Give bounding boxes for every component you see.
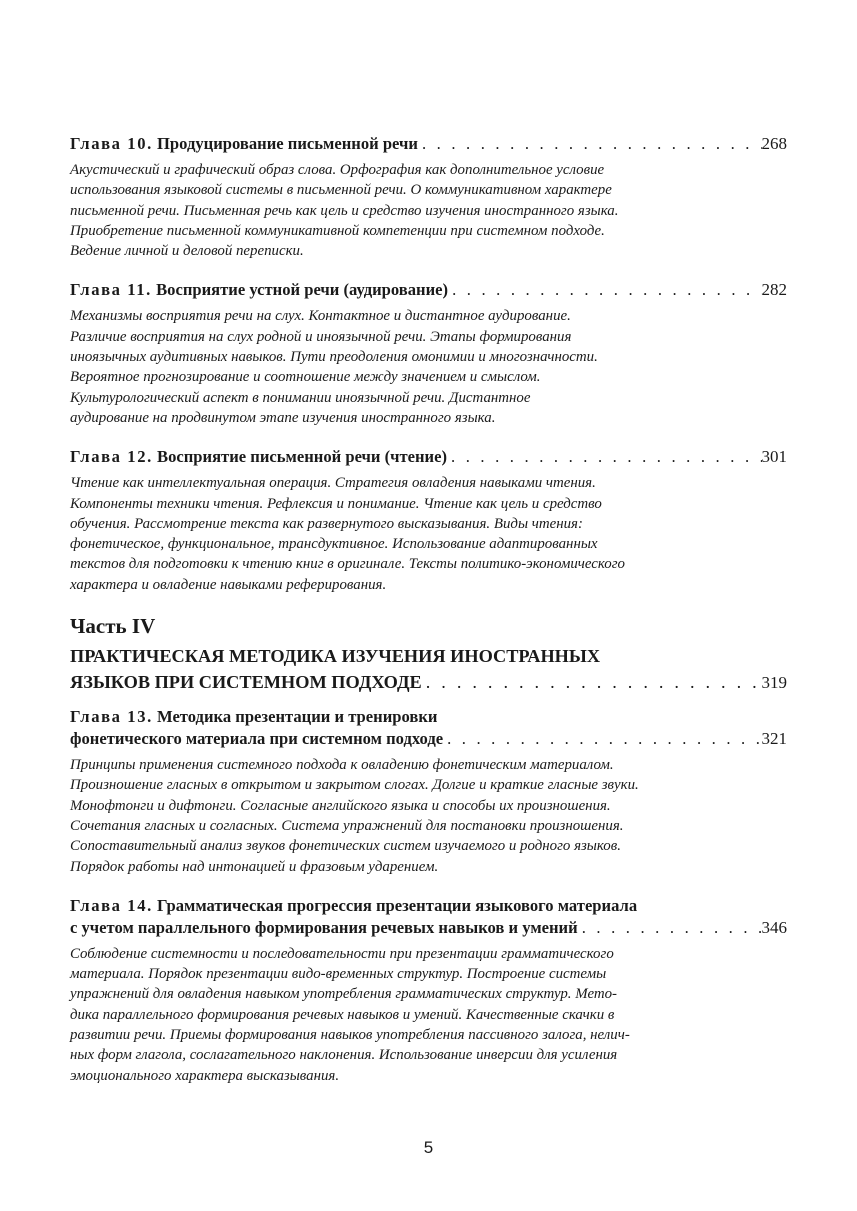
summary-line: Сочетания гласных и согласных. Система упражнений для постановки произношения. <box>70 817 624 834</box>
chapter-title <box>70 446 447 468</box>
chapter-name: Грамматическая прогрессия презентации языкового материала <box>157 895 638 915</box>
chapter-summary <box>70 944 787 1086</box>
chapter-title <box>70 706 787 728</box>
part-title-last-line <box>70 669 787 696</box>
chapter-label: Глава 11. <box>70 280 152 300</box>
chapter-title-last-line <box>70 728 787 750</box>
chapter-title <box>70 895 787 917</box>
summary-line: развитии речи. Приемы формирования навыков употребления пассивного залога, нелич- <box>70 1027 630 1044</box>
summary-line: аудирование на продвинутом этапе изучения иностранного языка. <box>70 409 496 426</box>
chapter-name: Методика презентации и тренировки <box>157 707 438 727</box>
summary-line: фонетическое, функциональное, трансдуктивное. Использование адаптированных <box>70 536 598 553</box>
chapter-summary <box>70 160 787 261</box>
page-reference: 282 <box>761 280 787 300</box>
summary-line: эмоционального характера высказывания. <box>70 1067 340 1084</box>
chapter-name: Восприятие устной речи (аудирование) <box>156 280 449 300</box>
summary-line: Различие восприятия на слух родной и иноязычной речи. Этапы формирования <box>70 328 572 345</box>
chapter-heading[interactable] <box>70 446 787 468</box>
summary-line: Приобретение письменной коммуникативной компетенции при системном подходе. <box>70 222 605 239</box>
chapter-heading[interactable] <box>70 279 787 301</box>
summary-line: ных форм глагола, сослагательного наклонения. Использование инверсии для усиления <box>70 1047 618 1064</box>
chapter-name: Продуцирование письменной речи <box>157 134 418 153</box>
chapter-label: Глава 14. <box>70 895 153 915</box>
summary-line: Сопоставительный анализ звуков фонетических систем изучаемого и родного языков. <box>70 838 621 855</box>
summary-line: Принципы применения системного подхода к овладению фонетическим материалом. <box>70 757 614 774</box>
chapter-label: Глава 12. <box>70 447 153 467</box>
chapter-label: Глава 13. <box>70 707 153 727</box>
part-heading[interactable] <box>70 643 787 696</box>
summary-line: Компоненты техники чтения. Рефлексия и понимание. Чтение как цель и средство <box>70 495 602 512</box>
summary-line: текстов для подготовки к чтению книг в оригинале. Тексты политико-экономического <box>70 556 625 573</box>
chapter-title-last-line <box>70 917 787 939</box>
table-of-contents <box>70 133 787 1104</box>
summary-line: упражнений для овладения навыком употребления грамматических структур. Мето- <box>70 986 618 1003</box>
summary-line: Произношение гласных в открытом и закрытом слогах. Долгие и краткие гласные звуки. <box>70 777 639 794</box>
chapter-title <box>70 279 448 301</box>
chapter-name-continued: с учетом параллельного формирования речевых навыков и умений <box>70 917 578 937</box>
chapter-summary <box>70 755 787 877</box>
toc-entry-chapter-12 <box>70 446 787 595</box>
summary-line: иноязычных аудитивных навыков. Пути преодоления омонимии и многозначности. <box>70 349 598 366</box>
chapter-summary <box>70 473 787 595</box>
page-reference: 321 <box>761 729 787 749</box>
dot-leader <box>578 917 762 939</box>
summary-line: дика параллельного формирования речевых навыков и умений. Качественные скачки в <box>70 1006 615 1023</box>
chapter-label: Глава 10. <box>70 134 153 153</box>
summary-line: использования языковой системы в письменной речи. О коммуникативном характере <box>70 182 612 199</box>
summary-line: Соблюдение системности и последовательности при презентации грамматического <box>70 945 614 962</box>
chapter-heading[interactable] <box>70 133 787 155</box>
summary-line: Культурологический аспект в понимании иноязычной речи. Дистантное <box>70 389 531 406</box>
summary-line: характера и овладение навыками реферирования. <box>70 576 387 593</box>
part-title-line: ЯЗЫКОВ ПРИ СИСТЕМНОМ ПОДХОДЕ <box>70 672 422 693</box>
summary-line: материала. Порядок презентации видо-временных структур. Построение системы <box>70 966 607 983</box>
summary-line: Вероятное прогнозирование и соотношение между значением и смыслом. <box>70 369 541 386</box>
page-reference: 319 <box>761 673 787 693</box>
chapter-summary <box>70 306 787 428</box>
chapter-name-continued: фонетического материала при системном подходе <box>70 729 444 749</box>
part-title-line: ПРАКТИЧЕСКАЯ МЕТОДИКА ИЗУЧЕНИЯ ИНОСТРАННЫХ <box>70 646 601 667</box>
toc-entry-chapter-10 <box>70 133 787 261</box>
summary-line: Механизмы восприятия речи на слух. Контактное и дистантное аудирование. <box>70 308 571 325</box>
toc-entry-chapter-14 <box>70 895 787 1086</box>
chapter-name: Восприятие письменной речи (чтение) <box>157 447 448 467</box>
chapter-title <box>70 133 418 155</box>
part-label: Часть IV <box>70 614 156 639</box>
summary-line: Ведение личной и деловой переписки. <box>70 243 304 260</box>
chapter-heading[interactable] <box>70 706 787 750</box>
summary-line: Акустический и графический образ слова. Орфография как дополнительное условие <box>70 162 605 178</box>
summary-line: письменной речи. Письменная речь как цель и средство изучения иностранного языка. <box>70 202 619 219</box>
dot-leader <box>422 669 762 695</box>
page-reference: 268 <box>761 134 787 153</box>
chapter-heading[interactable] <box>70 895 787 939</box>
summary-line: Чтение как интеллектуальная операция. Стратегия овладения навыками чтения. <box>70 475 596 492</box>
page-number: 5 <box>423 1138 434 1157</box>
dot-leader <box>418 133 762 155</box>
summary-line: Порядок работы над интонацией и фразовым ударением. <box>70 858 439 875</box>
summary-line: обучения. Рассмотрение текста как развернутого высказывания. Виды чтения: <box>70 515 583 532</box>
dot-leader <box>443 728 761 750</box>
page-reference: 301 <box>761 447 787 467</box>
toc-entry-chapter-13 <box>70 706 787 877</box>
dot-leader <box>448 279 761 301</box>
toc-entry-chapter-11 <box>70 279 787 428</box>
summary-line: Монофтонги и дифтонги. Согласные английского языка и способы их произношения. <box>70 797 611 814</box>
dot-leader <box>447 446 761 468</box>
page-reference: 346 <box>761 917 787 937</box>
